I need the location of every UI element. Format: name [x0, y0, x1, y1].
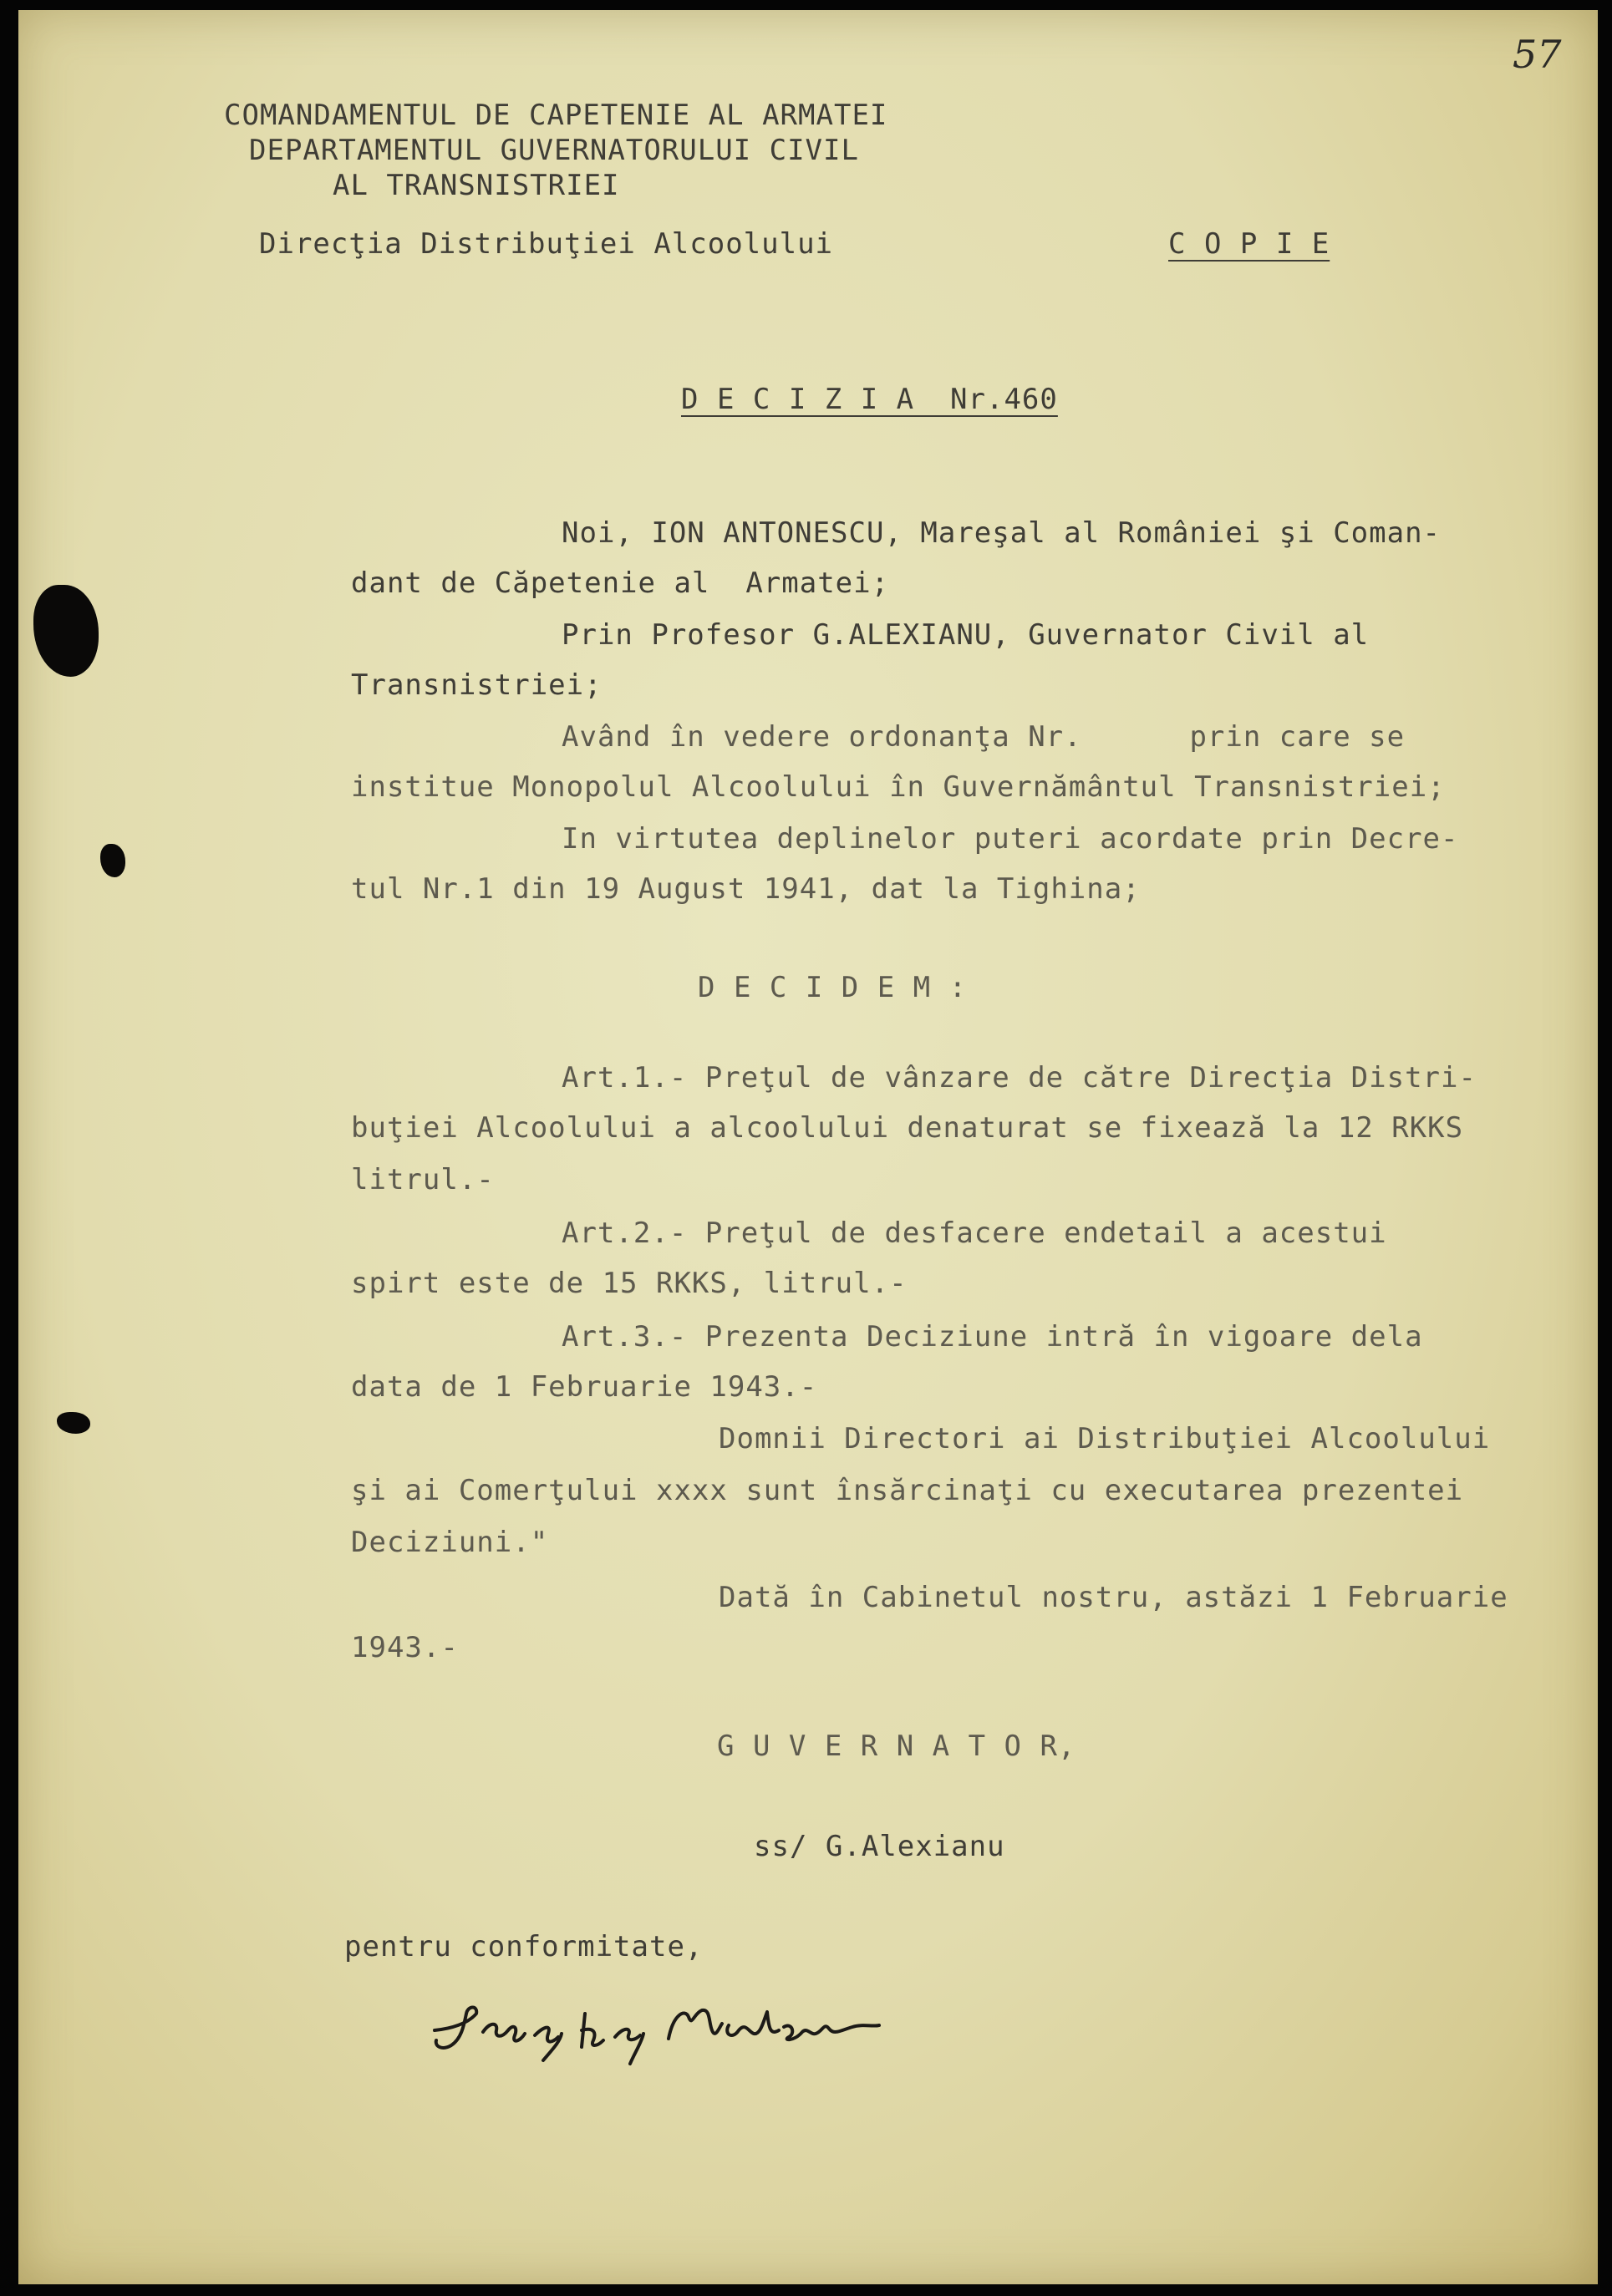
preamble-line: dant de Căpetenie al Armatei;	[351, 566, 890, 600]
governor-title: G U V E R N A T O R,	[717, 1730, 1076, 1763]
preamble-line: Noi, ION ANTONESCU, Mareşal al României şi Coman-	[562, 516, 1442, 550]
preamble-line: Prin Profesor G.ALEXIANU, Guvernator Civil al	[562, 618, 1370, 652]
article-line: litrul.-	[351, 1163, 495, 1196]
conformity-note: pentru conformitate,	[344, 1930, 704, 1963]
article-line: spirt este de 15 RKKS, litrul.-	[351, 1267, 908, 1300]
document-sheet	[18, 10, 1598, 2284]
article-line: Art.2.- Preţul de desfacere endetail a acestui	[562, 1217, 1387, 1250]
decidem-heading: D E C I D E M :	[698, 971, 968, 1004]
article-line: Deciziuni."	[351, 1526, 549, 1559]
header-line-2: DEPARTAMENTUL GUVERNATORULUI CIVIL	[249, 134, 859, 167]
header-line-3: AL TRANSNISTRIEI	[333, 169, 620, 202]
article-line: Dată în Cabinetul nostru, astăzi 1 Februarie	[719, 1581, 1508, 1614]
article-line: şi ai Comerţului xxxx sunt însărcinaţi cu executarea prezentei	[351, 1474, 1464, 1507]
preamble-line: institue Monopolul Alcoolului în Guvernământul Transnistriei;	[351, 770, 1446, 804]
preamble-line: Având în vedere ordonanţa Nr. prin care se	[562, 720, 1406, 754]
page-number: 57	[1513, 32, 1562, 77]
header-line-1: COMANDAMENTUL DE CAPETENIE AL ARMATEI	[224, 99, 888, 132]
article-line: data de 1 Februarie 1943.-	[351, 1370, 818, 1404]
article-line: 1943.-	[351, 1631, 459, 1664]
signed-by: ss/ G.Alexianu	[754, 1830, 1005, 1863]
article-line: Art.1.- Preţul de vânzare de către Direcţia Distri-	[562, 1061, 1477, 1095]
article-line: Domnii Directori ai Distribuţiei Alcoolului	[719, 1422, 1491, 1455]
article-line: Art.3.- Prezenta Deciziune intră în vigoare dela	[562, 1320, 1423, 1354]
article-line: buţiei Alcoolului a alcoolului denaturat se fixează la 12 RKKS	[351, 1111, 1464, 1145]
preamble-line: Transnistriei;	[351, 668, 603, 702]
directorate: Direcţia Distribuţiei Alcoolului	[259, 227, 834, 261]
decision-title: D E C I Z I A Nr.460	[681, 383, 1058, 416]
preamble-line: In virtutea deplinelor puteri acordate prin Decre-	[562, 822, 1459, 856]
preamble-line: tul Nr.1 din 19 August 1941, dat la Tighina;	[351, 872, 1141, 906]
copy-label: C O P I E	[1168, 227, 1330, 261]
handwritten-signature	[418, 1980, 886, 2072]
